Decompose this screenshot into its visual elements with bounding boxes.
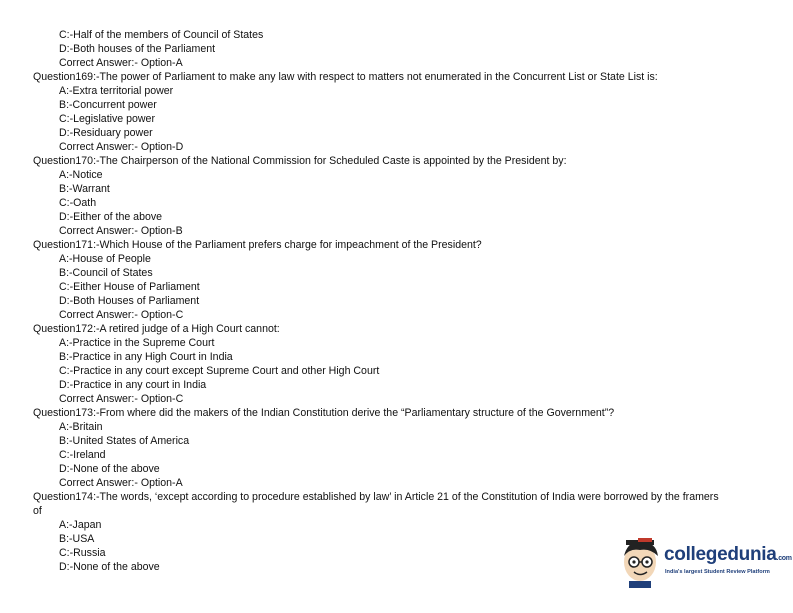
question-line: Question173:-From where did the makers of the Indian Constitution derive the “Parliamentary structure of the Government”?	[33, 407, 615, 419]
option-line: Correct Answer:- Option-D	[59, 141, 184, 153]
brand-suffix: .com	[776, 555, 792, 562]
option-line: B:-Council of States	[59, 267, 153, 279]
brand-tagline: India's largest Student Review Platform	[665, 569, 770, 575]
option-line: B:-Warrant	[59, 183, 110, 195]
option-line: C:-Russia	[59, 547, 106, 559]
question-line: Question172:-A retired judge of a High Court cannot:	[33, 323, 280, 335]
option-line: D:-Either of the above	[59, 211, 163, 223]
option-line: C:-Oath	[59, 197, 97, 209]
question-line: Question170:-The Chairperson of the National Commission for Scheduled Caste is appointed by the President by:	[33, 155, 567, 167]
option-line: Correct Answer:- Option-C	[59, 309, 184, 321]
option-line: D:-Both Houses of Parliament	[59, 295, 200, 307]
brand-name: collegedunia.com	[664, 544, 792, 565]
option-line: A:-Practice in the Supreme Court	[59, 337, 215, 349]
question-line: Question171:-Which House of the Parliament prefers charge for impeachment of the President?	[33, 239, 482, 251]
option-line: C:-Practice in any court except Supreme Court and other High Court	[59, 365, 380, 377]
option-line: B:-Practice in any High Court in India	[59, 351, 233, 363]
option-line: Correct Answer:- Option-A	[59, 477, 183, 489]
option-line: C:-Half of the members of Council of States	[59, 29, 264, 41]
option-line: B:-United States of America	[59, 435, 190, 447]
option-line: B:-Concurrent power	[59, 99, 157, 111]
option-line: Correct Answer:- Option-A	[59, 57, 183, 69]
question-line-continuation: of	[33, 505, 42, 517]
option-line: D:-Practice in any court in India	[59, 379, 207, 391]
option-line: A:-Japan	[59, 519, 102, 531]
option-line: A:-Notice	[59, 169, 103, 181]
option-line: D:-Both houses of the Parliament	[59, 43, 216, 55]
option-line: C:-Legislative power	[59, 113, 155, 125]
option-line: Correct Answer:- Option-B	[59, 225, 183, 237]
collegedunia-logo	[620, 538, 790, 588]
question-line: Question174:-The words, ‘except according to procedure established by law’ in Article 21 of the Constitution of India were borrowed by the framers	[33, 491, 719, 503]
option-line: D:-Residuary power	[59, 127, 153, 139]
option-line: B:-USA	[59, 533, 95, 545]
option-line: A:-House of People	[59, 253, 151, 265]
student-mascot-icon	[620, 538, 664, 588]
question-document	[0, 28, 793, 574]
option-line: C:-Ireland	[59, 449, 106, 461]
option-line: C:-Either House of Parliament	[59, 281, 200, 293]
option-line: D:-None of the above	[59, 561, 160, 573]
option-line: Correct Answer:- Option-C	[59, 393, 184, 405]
option-line: A:-Britain	[59, 421, 103, 433]
question-line: Question169:-The power of Parliament to make any law with respect to matters not enumerated in the Concurrent List or State List is:	[33, 71, 658, 83]
option-line: D:-None of the above	[59, 463, 160, 475]
option-line: A:-Extra territorial power	[59, 85, 174, 97]
